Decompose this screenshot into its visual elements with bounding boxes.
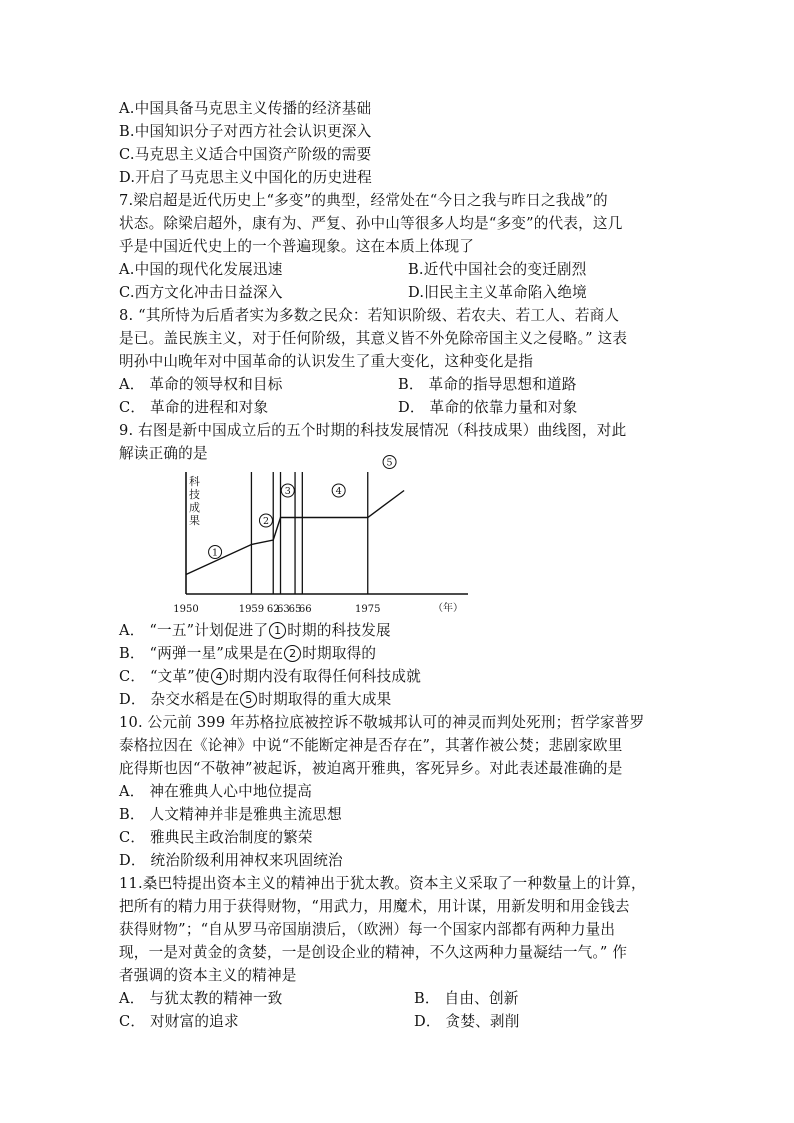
period-label-2: 2 (262, 516, 269, 527)
q9-option-a: A． “一五”计划促进了 1 时期的科技发展 (119, 622, 391, 639)
q11-option-c: C． 对财富的追求 (119, 1013, 239, 1030)
q7-option-b: B.近代中国社会的变迁剧烈 (408, 261, 587, 278)
q9-option-d: D． 杂交水稻是在 5 时期取得的重大成果 (119, 691, 392, 708)
q8-stem-line3: 明孙中山晚年对中国革命的认识发生了重大变化，这种变化是指 (119, 353, 534, 370)
q11-stem-line4: 现，一是对黄金的贪婪，一是创设企业的精神，不久这两种力量凝结一气。” 作 (119, 944, 628, 961)
q11-option-b: B． 自由、创新 (414, 990, 519, 1007)
q10-option-d: D． 统治阶级利用神权来巩固统治 (119, 852, 343, 869)
q8-option-a: A． 革命的领导权和目标 (119, 376, 283, 393)
q11-stem-line2: 把所有的精力用于获得财物，“用武力，用魔术，用计谋，用新发明和用金钱去 (119, 898, 630, 915)
q10-stem-line1: 10. 公元前 399 年苏格拉底被控诉不敬城邦认可的神灵而判处死刑；哲学家普罗 (119, 714, 645, 731)
y-axis-label-char: 成 (189, 501, 200, 514)
q7-stem-line2: 状态。除梁启超外，康有为、严复、孙中山等很多人均是“多变”的代表，这几 (119, 215, 623, 232)
q11-option-d: D． 贪婪、剥削 (414, 1013, 520, 1030)
x-tick-label: 1950 (173, 604, 199, 615)
q7-option-a: A.中国的现代化发展迅速 (119, 261, 283, 278)
chart-axes (186, 472, 468, 594)
q7-option-d: D.旧民主主义革命陷入绝境 (408, 284, 587, 301)
circled-4: 4 (211, 668, 228, 685)
q11-stem-line1: 11.桑巴特提出资本主义的精神出于犹太教。资本主义采取了一种数量上的计算， (119, 875, 646, 892)
q10-option-b: B． 人文精神并非是雅典主流思想 (119, 806, 342, 823)
q9-option-b: B． “两弹一星”成果是在 2 时期取得的 (119, 645, 377, 662)
q10-stem-line2: 泰格拉因在《论神》中说“不能断定神是否存在”，其著作被公焚；悲剧家欧里 (119, 737, 623, 754)
q6-option-b: B.中国知识分子对西方社会认识更深入 (119, 123, 372, 140)
x-tick-label: 1959 (238, 604, 265, 615)
y-axis-label-char: 技 (189, 488, 200, 501)
q6-option-a: A.中国具备马克思主义传播的经济基础 (119, 100, 372, 117)
q6-option-d: D.开启了马克思主义中国化的历史进程 (119, 169, 372, 186)
q8-stem-line2: 是已。盖民族主义，对于任何阶级，其意义皆不外免除帝国主义之侵略。” 这表 (119, 330, 628, 347)
q7-stem-line3: 乎是中国近代史上的一个普遍现象。这在本质上体现了 (119, 238, 475, 255)
q7-stem-line1: 7.梁启超是近代历史上“多变”的典型，经常处在“今日之我与昨日之我战”的 (119, 192, 608, 209)
q7-option-c: C.西方文化冲击日益深入 (119, 284, 283, 301)
x-tick-label: 63 (277, 604, 290, 615)
y-axis-label-char: 果 (189, 514, 200, 527)
q8-stem-line1: 8. “其所恃为后盾者实为多数之民众：若知识阶级、若农夫、若工人、若商人 (119, 307, 620, 324)
circled-2: 2 (284, 645, 301, 662)
y-axis-label-char: 科 (189, 475, 200, 488)
period-label-5: 5 (386, 457, 393, 469)
period-dividers (251, 472, 367, 594)
x-tick-label: 65 (288, 604, 302, 615)
q11-stem-line5: 者强调的资本主义的精神是 (119, 967, 297, 984)
x-tick-label: 1975 (355, 604, 381, 615)
q9-option-c: C． “文革”使 4 时期内没有取得任何科技成就 (119, 668, 422, 685)
q11-stem-line3: 获得财物”；“自从罗马帝国崩溃后，（欧洲）每一个国家内部都有两种力量出 (119, 921, 616, 938)
q10-option-c: C． 雅典民主政治制度的繁荣 (119, 829, 313, 846)
q9-stem-line2: 解读正确的是 (119, 445, 208, 462)
period-label-1: 1 (212, 547, 219, 559)
circled-1: 1 (269, 622, 286, 639)
period-label-3: 3 (284, 486, 291, 497)
x-tick-label: 66 (298, 604, 312, 615)
x-axis-label: （年） (433, 603, 463, 614)
q11-option-a: A． 与犹太教的精神一致 (119, 990, 283, 1007)
q8-option-b: B． 革命的指导思想和道路 (398, 376, 577, 393)
tech-achievement-chart (173, 457, 476, 617)
x-tick-label: 62 (266, 604, 280, 615)
q8-option-d: D． 革命的依靠力量和对象 (398, 399, 578, 416)
chart-labels (173, 456, 463, 616)
q9-stem-line1: 9. 右图是新中国成立后的五个时期的科技发展情况（科技成果）曲线图，对此 (119, 422, 627, 439)
circled-5: 5 (240, 691, 257, 708)
q10-stem-line3: 庇得斯也因“不敬神”被起诉，被迫离开雅典，客死异乡。对此表述最准确的是 (119, 760, 623, 777)
q8-option-c: C． 革命的进程和对象 (119, 399, 269, 416)
period-label-4: 4 (335, 486, 342, 497)
q10-option-a: A． 神在雅典人心中地位提高 (119, 783, 313, 800)
q6-option-c: C.马克思主义适合中国资产阶级的需要 (119, 146, 372, 163)
